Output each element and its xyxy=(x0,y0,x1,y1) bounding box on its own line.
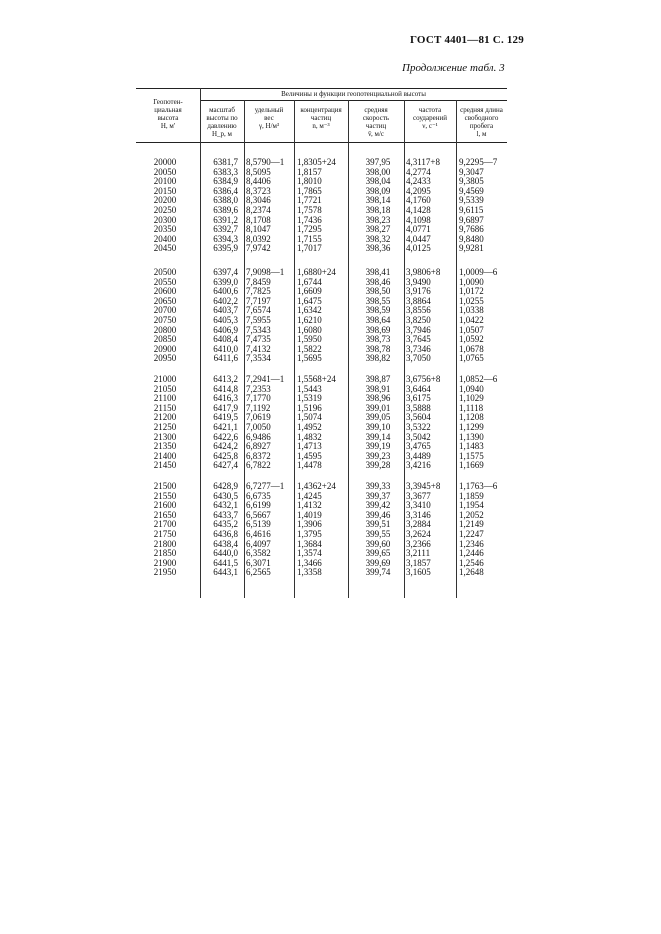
table-cell: 21350 xyxy=(153,441,177,452)
table-cell: 6381,7 xyxy=(213,157,238,167)
table-cell: 6,6199 xyxy=(246,500,271,511)
table-cell: 6386,4 xyxy=(213,185,238,196)
table-cell: 1,8157 xyxy=(297,166,322,177)
table-cell: 9,2295—7 xyxy=(459,157,498,167)
table-cell: 3,3945+8 xyxy=(406,481,441,491)
table-cell: 6391,2 xyxy=(213,214,238,225)
table-cell: 8,1708 xyxy=(246,214,271,225)
table-cell: 1,6080 xyxy=(297,324,322,335)
table-cell: 21400 xyxy=(153,450,177,461)
table-cell: 1,4132 xyxy=(297,500,322,511)
table-cell: 21650 xyxy=(153,509,177,520)
table-cell: 399,42 xyxy=(365,500,391,511)
table-cell: 9,9281 xyxy=(459,243,484,254)
table-cell: 3,5888 xyxy=(406,402,431,413)
table-cell: 4,1428 xyxy=(406,205,431,215)
table-cell: 21300 xyxy=(153,431,177,442)
table-cell: 8,1047 xyxy=(246,224,271,235)
table-cell: 20250 xyxy=(153,205,177,215)
table-cell: 3,3677 xyxy=(406,490,431,501)
table-cell: 6406,9 xyxy=(213,324,238,335)
table-cell: 4,0771 xyxy=(406,224,431,235)
table-cell: 399,23 xyxy=(365,450,391,461)
table-cell: 7,1192 xyxy=(246,402,271,413)
table-cell: 398,96 xyxy=(365,393,391,404)
table-cell: 1,4245 xyxy=(297,490,322,501)
table-cell: 21600 xyxy=(153,500,177,511)
table-cell: 398,00 xyxy=(365,166,391,177)
table-cell: 3,4765 xyxy=(406,441,431,452)
table-cell: 6,5667 xyxy=(246,509,271,520)
table-cell: 1,6880+24 xyxy=(297,267,336,277)
table-cell: 1,1390 xyxy=(459,431,484,442)
table-cell: 1,0090 xyxy=(459,276,484,287)
table-cell: 21000 xyxy=(153,374,177,384)
table-cell: 1,2446 xyxy=(459,548,484,559)
table-cell: 6414,8 xyxy=(213,383,238,394)
table-cell: 3,4489 xyxy=(406,450,431,461)
table-cell: 6410,0 xyxy=(213,343,238,354)
table-cell: 20400 xyxy=(153,233,177,244)
table-cell: 3,1857 xyxy=(406,557,431,568)
table-cell: 8,4406 xyxy=(246,176,271,187)
table-cell: 398,73 xyxy=(365,334,391,345)
table-cell: 1,0422 xyxy=(459,315,484,325)
table-cell: 7,9098—1 xyxy=(246,267,285,277)
table-cell: 1,1299 xyxy=(459,422,484,432)
table-cell: 1,5695 xyxy=(297,353,322,364)
table-cell: 1,4478 xyxy=(297,460,322,471)
table-cell: 21950 xyxy=(153,567,177,578)
column-divider xyxy=(348,100,349,598)
table-cell: 8,3723 xyxy=(246,185,271,196)
table-cell: 6400,6 xyxy=(213,286,238,297)
table-cell: 8,3046 xyxy=(246,195,271,206)
table-cell: 1,5568+24 xyxy=(297,374,336,384)
table-cell: 6419,5 xyxy=(213,412,238,423)
table-cell: 399,14 xyxy=(365,431,391,442)
table-cell: 6421,1 xyxy=(213,422,238,432)
table-cell: 9,4569 xyxy=(459,185,484,196)
table-cell: 398,64 xyxy=(365,315,391,325)
table-cell: 1,6210 xyxy=(297,315,322,325)
table-cell: 7,2353 xyxy=(246,383,271,394)
table-cell: 1,0592 xyxy=(459,334,484,345)
table-cell: 399,28 xyxy=(365,460,391,471)
table-cell: 21850 xyxy=(153,548,177,559)
table-cell: 3,4216 xyxy=(406,460,431,471)
table-cell: 6,8372 xyxy=(246,450,271,461)
table-cell: 6,8927 xyxy=(246,441,271,452)
table-cell: 397,95 xyxy=(365,157,391,167)
table-cell: 399,10 xyxy=(365,422,391,432)
table-cell: 20300 xyxy=(153,214,177,225)
table-cell: 1,5319 xyxy=(297,393,322,404)
table-cell: 3,9806+8 xyxy=(406,267,441,277)
table-cell: 6411,6 xyxy=(213,353,238,364)
table-cell: 4,3117+8 xyxy=(406,157,440,167)
column-divider xyxy=(200,88,201,598)
table-cell: 4,2433 xyxy=(406,176,431,187)
table-cell: 20850 xyxy=(153,334,177,345)
table-cell: 1,4019 xyxy=(297,509,322,520)
table-cell: 1,4595 xyxy=(297,450,322,461)
table-cell: 1,1669 xyxy=(459,460,484,471)
table-cell: 3,9176 xyxy=(406,286,431,297)
table-cell: 399,33 xyxy=(365,481,391,491)
table-cell: 399,01 xyxy=(365,402,391,413)
table-cell: 21500 xyxy=(153,481,177,491)
table-cell: 20950 xyxy=(153,353,177,364)
table-cell: 21550 xyxy=(153,490,177,501)
table-cell: 20800 xyxy=(153,324,177,335)
table-cell: 398,55 xyxy=(365,295,391,306)
table-cell: 6384,9 xyxy=(213,176,238,187)
table-cell: 6402,2 xyxy=(213,295,238,306)
table-cell: 7,9742 xyxy=(246,243,271,254)
table-cell: 3,7050 xyxy=(406,353,431,364)
table-cell: 399,19 xyxy=(365,441,391,452)
table-cell: 21100 xyxy=(153,393,177,404)
table-cell: 21450 xyxy=(153,460,177,471)
table-cell: 1,5950 xyxy=(297,334,322,345)
table-cell: 20650 xyxy=(153,295,177,306)
table-cell: 1,7295 xyxy=(297,224,322,235)
table-cell: 399,05 xyxy=(365,412,391,423)
table-cell: 20750 xyxy=(153,315,177,325)
table-cell: 7,4132 xyxy=(246,343,271,354)
table-cell: 398,36 xyxy=(365,243,391,254)
table-cell: 6,9486 xyxy=(246,431,271,442)
table-cell: 6,4616 xyxy=(246,529,271,539)
table-cell: 399,69 xyxy=(365,557,391,568)
table-cell: 3,9490 xyxy=(406,276,431,287)
column-header: концентрация частиц n, м⁻³ xyxy=(300,106,342,130)
table-cell: 4,0447 xyxy=(406,233,431,244)
column-header: частота соударений ν, с⁻¹ xyxy=(413,106,447,130)
table-cell: 4,2095 xyxy=(406,185,431,196)
table-cell: 3,8250 xyxy=(406,315,431,325)
table-cell: 398,46 xyxy=(365,276,391,287)
table-cell: 6392,7 xyxy=(213,224,238,235)
table-cell: 1,4952 xyxy=(297,422,322,432)
table-cell: 6,7277—1 xyxy=(246,481,285,491)
table-cell: 398,32 xyxy=(365,233,391,244)
column-divider xyxy=(244,100,245,598)
table-cell: 398,69 xyxy=(365,324,391,335)
table-cell: 6436,8 xyxy=(213,529,238,539)
table-cell: 7,7197 xyxy=(246,295,271,306)
table-cell: 6388,0 xyxy=(213,195,238,206)
table-cell: 9,5339 xyxy=(459,195,484,206)
table-cell: 6424,2 xyxy=(213,441,238,452)
table-cell: 1,0940 xyxy=(459,383,484,394)
table-cell: 6416,3 xyxy=(213,393,238,404)
table-cell: 1,1029 xyxy=(459,393,484,404)
table-cell: 7,0619 xyxy=(246,412,271,423)
table-cell: 6427,4 xyxy=(213,460,238,471)
table-cell: 6430,5 xyxy=(213,490,238,501)
column-divider xyxy=(404,100,405,598)
table-cell: 6417,9 xyxy=(213,402,238,413)
table-cell: 1,2149 xyxy=(459,519,484,530)
table-cell: 398,87 xyxy=(365,374,391,384)
column-header: средняя скорость частиц v̄, м/с xyxy=(362,106,390,138)
table-cell: 9,6115 xyxy=(459,205,484,215)
table-cell: 20450 xyxy=(153,243,177,254)
table-cell: 1,3906 xyxy=(297,519,322,530)
table-cell: 6428,9 xyxy=(213,481,238,491)
column-header: Геопотен- циальная высота H, м' xyxy=(153,98,183,130)
table-cell: 1,5196 xyxy=(297,402,322,413)
table-cell: 1,0678 xyxy=(459,343,484,354)
table-cell: 1,4832 xyxy=(297,431,322,442)
table-cell: 398,41 xyxy=(365,267,391,277)
table-cell: 20550 xyxy=(153,276,177,287)
table-cell: 1,3684 xyxy=(297,538,322,549)
column-header: удельный вес γ, Н/м³ xyxy=(254,106,284,130)
table-cell: 21900 xyxy=(153,557,177,568)
table-cell: 8,5095 xyxy=(246,166,271,177)
table-cell: 6422,6 xyxy=(213,431,238,442)
table-cell: 6441,5 xyxy=(213,557,238,568)
table-cell: 20500 xyxy=(153,267,177,277)
table-cell: 398,23 xyxy=(365,214,391,225)
group-header-rule xyxy=(200,100,507,101)
column-header: средняя длина свободного пробега l, м xyxy=(460,106,503,138)
table-cell: 6403,7 xyxy=(213,305,238,316)
table-cell: 20150 xyxy=(153,185,177,196)
table-cell: 3,5604 xyxy=(406,412,431,423)
table-cell: 6,6735 xyxy=(246,490,271,501)
table-cell: 7,3534 xyxy=(246,353,271,364)
table-cell: 9,3047 xyxy=(459,166,484,177)
table-cell: 398,78 xyxy=(365,343,391,354)
table-cell: 398,91 xyxy=(365,383,391,394)
table-cell: 1,3795 xyxy=(297,529,322,539)
table-cell: 399,51 xyxy=(365,519,391,530)
table-cell: 399,74 xyxy=(365,567,391,578)
table-cell: 1,1208 xyxy=(459,412,484,423)
table-top-rule xyxy=(136,88,507,89)
table-cell: 1,3466 xyxy=(297,557,322,568)
table-cell: 7,6574 xyxy=(246,305,271,316)
table-cell: 20100 xyxy=(153,176,177,187)
table-cell: 7,5955 xyxy=(246,315,271,325)
table-cell: 6405,3 xyxy=(213,315,238,325)
table-cell: 8,5790—1 xyxy=(246,157,285,167)
column-divider xyxy=(456,100,457,598)
table-cell: 6433,7 xyxy=(213,509,238,520)
table-cell: 20600 xyxy=(153,286,177,297)
table-cell: 6408,4 xyxy=(213,334,238,345)
table-cell: 3,6175 xyxy=(406,393,431,404)
table-cell: 6383,3 xyxy=(213,166,238,177)
table-cell: 3,3146 xyxy=(406,509,431,520)
table-cell: 21150 xyxy=(153,402,177,413)
table-cell: 3,7645 xyxy=(406,334,431,345)
table-cell: 8,2374 xyxy=(246,205,271,215)
table-cell: 1,2052 xyxy=(459,509,484,520)
group-header: Величины и функции геопотенциальной высоты xyxy=(281,90,426,98)
table-cell: 1,1954 xyxy=(459,500,484,511)
table-cell: 7,4735 xyxy=(246,334,271,345)
table-cell: 1,5074 xyxy=(297,412,322,423)
table-cell: 3,7946 xyxy=(406,324,431,335)
table-cell: 1,2346 xyxy=(459,538,484,549)
table-cell: 1,6342 xyxy=(297,305,322,316)
table-cell: 1,3574 xyxy=(297,548,322,559)
table-cell: 398,82 xyxy=(365,353,391,364)
table-cell: 6425,8 xyxy=(213,450,238,461)
table-cell: 1,5443 xyxy=(297,383,322,394)
table-cell: 1,7436 xyxy=(297,214,322,225)
table-cell: 21200 xyxy=(153,412,177,423)
table-cell: 20700 xyxy=(153,305,177,316)
table-cell: 399,55 xyxy=(365,529,391,539)
table-cell: 3,3410 xyxy=(406,500,431,511)
table-cell: 398,18 xyxy=(365,205,391,215)
table-cell: 3,5322 xyxy=(406,422,431,432)
table-cell: 6,5139 xyxy=(246,519,271,530)
table-cell: 1,7578 xyxy=(297,205,322,215)
table-cell: 6,3071 xyxy=(246,557,271,568)
table-cell: 398,27 xyxy=(365,224,391,235)
table-cell: 1,0009—6 xyxy=(459,267,498,277)
table-cell: 3,8864 xyxy=(406,295,431,306)
table-cell: 1,0172 xyxy=(459,286,484,297)
table-cell: 3,5042 xyxy=(406,431,431,442)
table-cell: 398,50 xyxy=(365,286,391,297)
table-cell: 9,8480 xyxy=(459,233,484,244)
table-cell: 399,65 xyxy=(365,548,391,559)
table-cell: 7,0050 xyxy=(246,422,271,432)
table-cell: 6,2565 xyxy=(246,567,271,578)
column-divider xyxy=(294,100,295,598)
table-cell: 3,2111 xyxy=(406,548,431,559)
table-cell: 7,5343 xyxy=(246,324,271,335)
table-cell: 398,14 xyxy=(365,195,391,206)
table-cell: 1,4362+24 xyxy=(297,481,336,491)
column-header: масштаб высоты по давлению H_p, м xyxy=(206,106,238,138)
table-cell: 6399,0 xyxy=(213,276,238,287)
table-cell: 3,8556 xyxy=(406,305,431,316)
table-continuation-caption: Продолжение табл. 3 xyxy=(402,62,505,74)
table-cell: 1,7721 xyxy=(297,195,322,206)
table-cell: 4,2774 xyxy=(406,166,431,177)
table-cell: 1,1859 xyxy=(459,490,484,501)
table-cell: 398,09 xyxy=(365,185,391,196)
table-cell: 3,1605 xyxy=(406,567,431,578)
table-cell: 1,2546 xyxy=(459,557,484,568)
table-cell: 6,3582 xyxy=(246,548,271,559)
table-cell: 1,0852—6 xyxy=(459,374,498,384)
table-cell: 6,4097 xyxy=(246,538,271,549)
table-cell: 20350 xyxy=(153,224,177,235)
table-cell: 3,6756+8 xyxy=(406,374,441,384)
table-cell: 1,2648 xyxy=(459,567,484,578)
table-cell: 399,60 xyxy=(365,538,391,549)
table-cell: 7,2941—1 xyxy=(246,374,285,384)
table-cell: 1,5822 xyxy=(297,343,322,354)
table-cell: 399,37 xyxy=(365,490,391,501)
table-cell: 9,7686 xyxy=(459,224,484,235)
table-cell: 20050 xyxy=(153,166,177,177)
table-cell: 4,0125 xyxy=(406,243,431,254)
table-cell: 6395,9 xyxy=(213,243,238,254)
table-cell: 3,2624 xyxy=(406,529,431,539)
table-cell: 1,7017 xyxy=(297,243,322,254)
table-cell: 4,1760 xyxy=(406,195,431,206)
table-cell: 9,6897 xyxy=(459,214,484,225)
table-cell: 21750 xyxy=(153,529,177,539)
table-cell: 21250 xyxy=(153,422,177,432)
table-cell: 1,6744 xyxy=(297,276,322,287)
table-cell: 1,7865 xyxy=(297,185,322,196)
table-cell: 1,2247 xyxy=(459,529,484,539)
table-cell: 7,1770 xyxy=(246,393,271,404)
table-cell: 399,46 xyxy=(365,509,391,520)
table-cell: 6397,4 xyxy=(213,267,238,277)
table-cell: 20900 xyxy=(153,343,177,354)
table-cell: 7,7825 xyxy=(246,286,271,297)
table-cell: 6389,6 xyxy=(213,205,238,215)
table-cell: 4,1098 xyxy=(406,214,431,225)
table-cell: 1,6475 xyxy=(297,295,322,306)
table-cell: 1,0338 xyxy=(459,305,484,316)
table-cell: 6394,3 xyxy=(213,233,238,244)
table-cell: 6413,2 xyxy=(213,374,238,384)
table-cell: 21700 xyxy=(153,519,177,530)
table-cell: 1,3358 xyxy=(297,567,322,578)
table-cell: 21800 xyxy=(153,538,177,549)
table-cell: 1,6609 xyxy=(297,286,322,297)
table-cell: 1,7155 xyxy=(297,233,322,244)
table-cell: 1,0765 xyxy=(459,353,484,364)
table-cell: 9,3805 xyxy=(459,176,484,187)
table-cell: 6432,1 xyxy=(213,500,238,511)
table-cell: 6435,2 xyxy=(213,519,238,530)
table-cell: 3,2884 xyxy=(406,519,431,530)
table-cell: 6440,0 xyxy=(213,548,238,559)
table-cell: 21050 xyxy=(153,383,177,394)
table-cell: 1,8010 xyxy=(297,176,322,187)
table-cell: 1,0255 xyxy=(459,295,484,306)
table-cell: 1,1483 xyxy=(459,441,484,452)
table-cell: 20000 xyxy=(153,157,177,167)
table-cell: 6438,4 xyxy=(213,538,238,549)
table-cell: 1,1575 xyxy=(459,450,484,461)
table-cell: 3,6464 xyxy=(406,383,431,394)
table-cell: 398,59 xyxy=(365,305,391,316)
doc-reference: ГОСТ 4401—81 С. 129 xyxy=(410,34,524,46)
table-cell: 398,04 xyxy=(365,176,391,187)
table-cell: 3,2366 xyxy=(406,538,431,549)
table-cell: 1,4713 xyxy=(297,441,322,452)
table-cell: 8,0392 xyxy=(246,233,271,244)
table-cell: 1,8305+24 xyxy=(297,157,336,167)
table-cell: 20200 xyxy=(153,195,177,206)
header-bottom-rule xyxy=(136,142,507,143)
table-cell: 1,1118 xyxy=(459,402,484,413)
table-cell: 6,7822 xyxy=(246,460,271,471)
table-cell: 7,8459 xyxy=(246,276,271,287)
table-cell: 3,7346 xyxy=(406,343,431,354)
table-cell: 1,1763—6 xyxy=(459,481,498,491)
table-cell: 1,0507 xyxy=(459,324,484,335)
table-cell: 6443,1 xyxy=(213,567,238,578)
